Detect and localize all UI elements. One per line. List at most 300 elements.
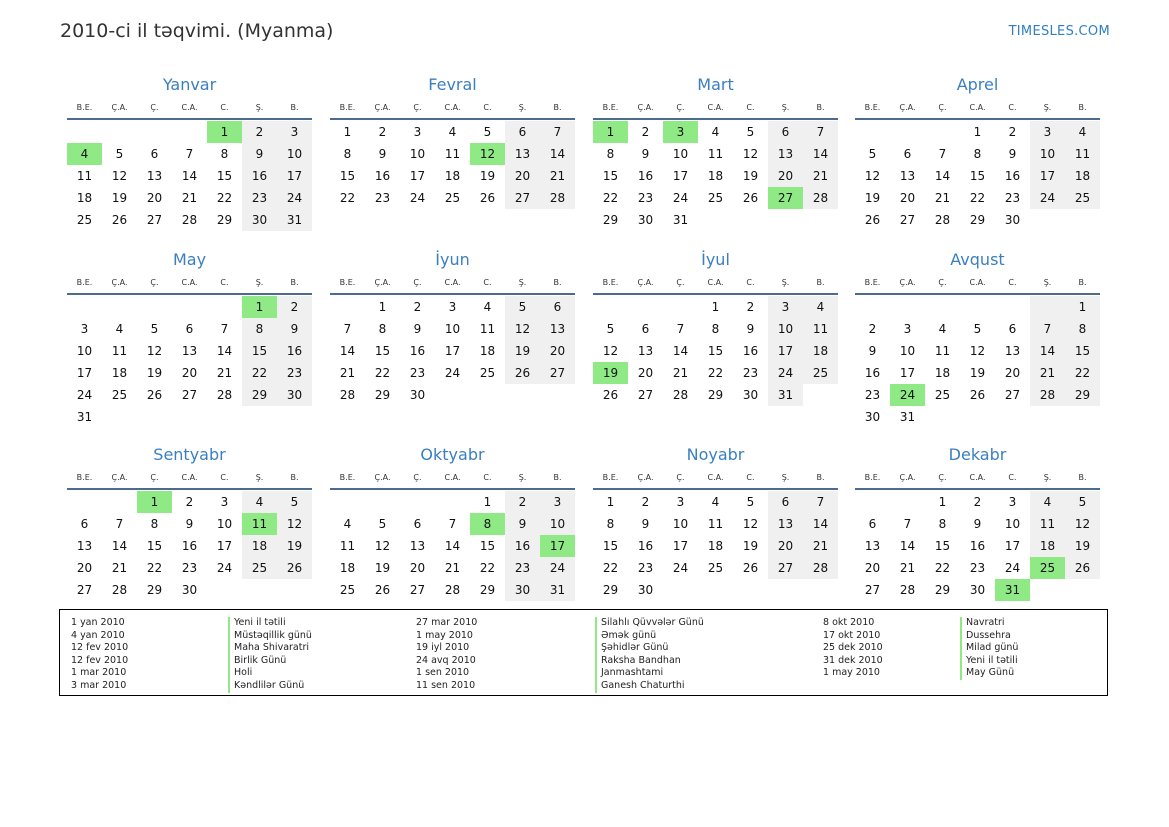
month-name: Oktyabr xyxy=(420,445,485,464)
day-cell: 21 xyxy=(540,165,575,187)
day-cell: 7 xyxy=(1030,318,1065,340)
day-cell: 15 xyxy=(146,539,163,553)
day-cell: 26 xyxy=(969,388,986,402)
day-cell: 21 xyxy=(803,165,838,187)
day-cell: 19 xyxy=(593,362,628,384)
day-cell: 5 xyxy=(973,322,982,336)
header-divider xyxy=(855,293,1100,295)
month-name: Noyabr xyxy=(686,445,745,464)
day-cell: 1 xyxy=(1065,296,1100,318)
holiday-names-col xyxy=(228,617,312,693)
day-cell: 28 xyxy=(111,583,128,597)
day-cell: 18 xyxy=(479,344,496,358)
day-cell: 10 xyxy=(672,517,689,531)
day-grid xyxy=(67,121,312,231)
empty-cell xyxy=(365,491,400,513)
day-cell: 1 xyxy=(938,495,947,509)
day-cell: 15 xyxy=(707,344,724,358)
day-cell: 13 xyxy=(76,539,93,553)
day-cell: 3 xyxy=(413,125,422,139)
weekday-label: B. xyxy=(1078,102,1087,112)
header-divider xyxy=(593,488,838,490)
weekday-label: C.A. xyxy=(707,277,724,287)
day-cell: 16 xyxy=(374,169,391,183)
weekday-label: B.E. xyxy=(76,472,93,482)
holiday-name: Birlik Günü xyxy=(228,655,312,668)
empty-cell xyxy=(330,491,365,513)
day-cell: 12 xyxy=(742,517,759,531)
day-cell: 10 xyxy=(899,344,916,358)
empty-cell xyxy=(1065,579,1100,601)
day-cell: 25 xyxy=(111,388,128,402)
day-cell: 27 xyxy=(637,388,654,402)
day-cell: 16 xyxy=(969,539,986,553)
day-cell: 4 xyxy=(67,143,102,165)
empty-cell xyxy=(890,491,925,513)
day-cell: 16 xyxy=(242,165,277,187)
day-cell: 9 xyxy=(413,322,422,336)
day-cell: 7 xyxy=(115,517,124,531)
day-cell: 10 xyxy=(672,147,689,161)
month-name: Mart xyxy=(697,75,734,94)
day-cell: 3 xyxy=(448,300,457,314)
weekday-label: B. xyxy=(1078,277,1087,287)
weekday-label: C.A. xyxy=(969,277,986,287)
day-cell: 10 xyxy=(1030,143,1065,165)
day-cell: 3 xyxy=(768,296,803,318)
day-cell: 31 xyxy=(768,384,803,406)
weekday-header xyxy=(67,96,312,118)
day-cell: 16 xyxy=(277,340,312,362)
day-cell: 24 xyxy=(768,362,803,384)
day-cell: 2 xyxy=(973,495,982,509)
day-cell: 31 xyxy=(76,410,93,424)
day-cell: 19 xyxy=(969,366,986,380)
month-may xyxy=(67,249,312,428)
empty-cell xyxy=(960,406,995,428)
day-cell: 20 xyxy=(540,340,575,362)
day-cell: 1 xyxy=(606,495,615,509)
day-cell: 3 xyxy=(1008,495,1017,509)
header-divider xyxy=(593,118,838,120)
day-cell: 13 xyxy=(181,344,198,358)
holiday-name: Navratri xyxy=(960,617,1018,630)
day-cell: 24 xyxy=(76,388,93,402)
day-grid xyxy=(67,491,312,601)
day-cell: 2 xyxy=(505,491,540,513)
weekday-label: Ç.A. xyxy=(899,472,916,482)
day-cell: 8 xyxy=(973,147,982,161)
day-cell: 13 xyxy=(146,169,163,183)
holiday-date: 1 yan 2010 xyxy=(71,617,125,628)
weekday-label: B. xyxy=(816,102,825,112)
day-cell: 25 xyxy=(707,191,724,205)
day-cell: 29 xyxy=(146,583,163,597)
day-cell: 25 xyxy=(76,213,93,227)
weekday-label: B.E. xyxy=(602,472,619,482)
day-cell: 7 xyxy=(903,517,912,531)
empty-cell xyxy=(137,121,172,143)
header-divider xyxy=(67,293,312,295)
day-cell: 14 xyxy=(540,143,575,165)
day-cell: 16 xyxy=(409,344,426,358)
weekday-label: Ş. xyxy=(255,277,264,287)
weekday-label: C. xyxy=(220,277,229,287)
day-cell: 7 xyxy=(803,121,838,143)
month-aprel xyxy=(855,74,1100,231)
weekday-label: B.E. xyxy=(339,102,356,112)
day-cell: 10 xyxy=(216,517,233,531)
day-cell: 23 xyxy=(637,191,654,205)
day-cell: 12 xyxy=(505,318,540,340)
weekday-label: C. xyxy=(220,472,229,482)
day-cell: 15 xyxy=(479,539,496,553)
day-cell: 2 xyxy=(378,125,387,139)
day-cell: 6 xyxy=(413,517,422,531)
day-cell: 18 xyxy=(111,366,128,380)
day-cell: 6 xyxy=(1008,322,1017,336)
day-cell: 22 xyxy=(216,191,233,205)
day-cell: 23 xyxy=(1004,191,1021,205)
weekday-label: Ç. xyxy=(938,472,947,482)
weekday-label: Ç.A. xyxy=(111,102,128,112)
day-cell: 8 xyxy=(470,513,505,535)
weekday-label: Ş. xyxy=(781,277,790,287)
day-cell: 16 xyxy=(1004,169,1021,183)
holiday-name: Şəhidlər Günü xyxy=(595,642,704,655)
weekday-label: B.E. xyxy=(76,102,93,112)
day-cell: 6 xyxy=(540,296,575,318)
empty-cell xyxy=(628,296,663,318)
page-title: 2010-ci il təqvimi. (Myanma) xyxy=(60,20,334,42)
weekday-label: C. xyxy=(1008,472,1017,482)
weekday-label: Ç.A. xyxy=(374,277,391,287)
day-cell: 25 xyxy=(707,561,724,575)
month-dekabr xyxy=(855,444,1100,601)
day-cell: 23 xyxy=(181,561,198,575)
weekday-label: C.A. xyxy=(707,472,724,482)
day-cell: 12 xyxy=(1065,513,1100,535)
day-cell: 2 xyxy=(641,495,650,509)
weekday-label: Ç.A. xyxy=(374,102,391,112)
day-cell: 10 xyxy=(540,513,575,535)
site-link[interactable]: TIMESLES.COM xyxy=(1008,24,1110,39)
day-cell: 15 xyxy=(602,169,619,183)
empty-cell xyxy=(435,384,470,406)
day-cell: 24 xyxy=(444,366,461,380)
day-cell: 19 xyxy=(864,191,881,205)
day-cell: 15 xyxy=(216,169,233,183)
weekday-label: C.A. xyxy=(969,472,986,482)
day-cell: 26 xyxy=(602,388,619,402)
day-cell: 27 xyxy=(76,583,93,597)
empty-cell xyxy=(995,406,1030,428)
day-cell: 13 xyxy=(768,143,803,165)
month-i̇yun xyxy=(330,249,575,406)
day-cell: 11 xyxy=(1030,513,1065,535)
day-cell: 20 xyxy=(181,366,198,380)
weekday-label: Ç. xyxy=(676,102,685,112)
day-cell: 19 xyxy=(111,191,128,205)
day-cell: 29 xyxy=(969,213,986,227)
day-cell: 20 xyxy=(768,535,803,557)
day-cell: 27 xyxy=(768,557,803,579)
day-cell: 29 xyxy=(1065,384,1100,406)
day-cell: 23 xyxy=(742,366,759,380)
day-cell: 4 xyxy=(115,322,124,336)
day-cell: 4 xyxy=(242,491,277,513)
day-cell: 30 xyxy=(969,583,986,597)
day-cell: 28 xyxy=(181,213,198,227)
day-cell: 1 xyxy=(483,495,492,509)
day-cell: 26 xyxy=(742,561,759,575)
holiday-name: Kəndlilər Günü xyxy=(228,680,312,693)
day-cell: 19 xyxy=(374,561,391,575)
empty-cell xyxy=(995,296,1030,318)
day-grid xyxy=(593,296,838,406)
empty-cell xyxy=(102,296,137,318)
day-cell: 5 xyxy=(483,125,492,139)
holiday-name: Silahlı Qüvvələr Günü xyxy=(595,617,704,630)
day-cell: 18 xyxy=(444,169,461,183)
weekday-label: Ç. xyxy=(676,277,685,287)
holiday-legend xyxy=(59,609,1108,696)
day-cell: 5 xyxy=(868,147,877,161)
day-cell: 21 xyxy=(111,561,128,575)
day-cell: 3 xyxy=(903,322,912,336)
weekday-label: B.E. xyxy=(864,102,881,112)
day-cell: 7 xyxy=(803,491,838,513)
day-grid xyxy=(67,296,312,428)
holiday-name: Maha Shivaratri xyxy=(228,642,312,655)
day-cell: 8 xyxy=(711,322,720,336)
day-cell: 9 xyxy=(185,517,194,531)
day-cell: 13 xyxy=(409,539,426,553)
day-cell: 20 xyxy=(864,561,881,575)
day-cell: 3 xyxy=(80,322,89,336)
day-cell: 24 xyxy=(277,187,312,209)
weekday-label: B.E. xyxy=(864,472,881,482)
day-cell: 25 xyxy=(479,366,496,380)
weekday-label: Ş. xyxy=(781,472,790,482)
weekday-label: C.A. xyxy=(444,277,461,287)
empty-cell xyxy=(137,406,172,428)
day-cell: 7 xyxy=(540,121,575,143)
empty-cell xyxy=(768,209,803,231)
weekday-header xyxy=(330,466,575,488)
day-cell: 14 xyxy=(444,539,461,553)
weekday-label: Ç.A. xyxy=(111,472,128,482)
empty-cell xyxy=(330,296,365,318)
empty-cell xyxy=(960,296,995,318)
holiday-name: Əmək günü xyxy=(595,630,704,643)
day-cell: 17 xyxy=(672,169,689,183)
header-divider xyxy=(855,118,1100,120)
weekday-label: Ş. xyxy=(781,102,790,112)
weekday-label: C.A. xyxy=(181,472,198,482)
month-oktyabr xyxy=(330,444,575,601)
holiday-date: 4 yan 2010 xyxy=(71,629,125,641)
day-cell: 30 xyxy=(742,388,759,402)
day-cell: 30 xyxy=(864,410,881,424)
day-cell: 28 xyxy=(899,583,916,597)
day-cell: 6 xyxy=(768,121,803,143)
empty-cell xyxy=(102,491,137,513)
holiday-dates-col xyxy=(416,617,477,693)
holiday-name: Holi xyxy=(228,667,312,680)
day-cell: 23 xyxy=(409,366,426,380)
holiday-date: 12 fev 2010 xyxy=(71,654,129,666)
day-cell: 29 xyxy=(934,583,951,597)
day-cell: 9 xyxy=(746,322,755,336)
day-cell: 14 xyxy=(1030,340,1065,362)
empty-cell xyxy=(1030,579,1065,601)
month-name: Yanvar xyxy=(162,75,217,94)
holiday-name: Dussehra xyxy=(960,630,1018,643)
holiday-name: Milad günü xyxy=(960,642,1018,655)
weekday-label: C.A. xyxy=(707,102,724,112)
weekday-label: C. xyxy=(483,102,492,112)
empty-cell xyxy=(277,406,312,428)
day-cell: 22 xyxy=(934,561,951,575)
day-cell: 26 xyxy=(864,213,881,227)
day-cell: 21 xyxy=(1030,362,1065,384)
weekday-header xyxy=(330,96,575,118)
empty-cell xyxy=(733,209,768,231)
weekday-label: B. xyxy=(290,472,299,482)
weekday-label: C. xyxy=(1008,102,1017,112)
day-cell: 4 xyxy=(343,517,352,531)
day-cell: 26 xyxy=(1065,557,1100,579)
day-cell: 28 xyxy=(216,388,233,402)
day-cell: 21 xyxy=(803,535,838,557)
day-cell: 12 xyxy=(111,169,128,183)
day-cell: 11 xyxy=(444,147,461,161)
day-cell: 16 xyxy=(637,169,654,183)
weekday-label: B. xyxy=(290,277,299,287)
weekday-label: Ç. xyxy=(413,472,422,482)
day-cell: 25 xyxy=(242,557,277,579)
day-cell: 5 xyxy=(746,495,755,509)
weekday-label: B.E. xyxy=(76,277,93,287)
day-cell: 27 xyxy=(768,187,803,209)
day-cell: 25 xyxy=(1065,187,1100,209)
day-cell: 23 xyxy=(505,557,540,579)
empty-cell xyxy=(67,491,102,513)
holiday-date: 1 sen 2010 xyxy=(416,667,470,679)
weekday-header xyxy=(855,96,1100,118)
day-cell: 5 xyxy=(505,296,540,318)
day-cell: 12 xyxy=(742,147,759,161)
day-cell: 26 xyxy=(146,388,163,402)
day-grid xyxy=(330,121,575,209)
day-cell: 11 xyxy=(111,344,128,358)
holiday-date: 31 dek 2010 xyxy=(823,654,883,666)
day-cell: 24 xyxy=(672,561,689,575)
holiday-date: 1 may 2010 xyxy=(416,629,473,641)
day-cell: 1 xyxy=(242,296,277,318)
day-cell: 24 xyxy=(1030,187,1065,209)
empty-cell xyxy=(172,121,207,143)
day-cell: 18 xyxy=(1030,535,1065,557)
empty-cell xyxy=(890,121,925,143)
holiday-dates-col xyxy=(823,617,883,680)
day-cell: 14 xyxy=(181,169,198,183)
day-cell: 20 xyxy=(409,561,426,575)
day-cell: 25 xyxy=(444,191,461,205)
day-cell: 11 xyxy=(242,513,277,535)
day-cell: 26 xyxy=(111,213,128,227)
day-cell: 12 xyxy=(146,344,163,358)
weekday-label: Ç.A. xyxy=(637,472,654,482)
day-cell: 9 xyxy=(277,318,312,340)
empty-cell xyxy=(733,579,768,601)
month-mart xyxy=(593,74,838,231)
weekday-label: C. xyxy=(483,472,492,482)
day-cell: 30 xyxy=(637,583,654,597)
weekday-label: Ş. xyxy=(518,102,527,112)
day-cell: 13 xyxy=(505,143,540,165)
day-cell: 13 xyxy=(768,513,803,535)
empty-cell xyxy=(435,491,470,513)
weekday-label: B. xyxy=(816,472,825,482)
day-cell: 17 xyxy=(216,539,233,553)
day-cell: 14 xyxy=(803,513,838,535)
day-cell: 18 xyxy=(934,366,951,380)
day-cell: 12 xyxy=(864,169,881,183)
day-cell: 28 xyxy=(803,187,838,209)
weekday-header xyxy=(67,271,312,293)
day-cell: 8 xyxy=(220,147,229,161)
weekday-label: Ç. xyxy=(676,472,685,482)
empty-cell xyxy=(400,491,435,513)
holiday-date: 25 dek 2010 xyxy=(823,642,883,654)
day-cell: 1 xyxy=(711,300,720,314)
holiday-names-col xyxy=(960,617,1018,680)
day-cell: 1 xyxy=(207,121,242,143)
weekday-label: Ş. xyxy=(1043,277,1052,287)
day-cell: 3 xyxy=(676,495,685,509)
day-cell: 22 xyxy=(146,561,163,575)
day-cell: 17 xyxy=(899,366,916,380)
empty-cell xyxy=(470,384,505,406)
day-cell: 5 xyxy=(1065,491,1100,513)
day-cell: 28 xyxy=(444,583,461,597)
day-cell: 3 xyxy=(277,121,312,143)
holiday-date: 1 mar 2010 xyxy=(71,667,127,679)
day-cell: 16 xyxy=(181,539,198,553)
day-cell: 9 xyxy=(378,147,387,161)
day-cell: 27 xyxy=(540,362,575,384)
day-cell: 11 xyxy=(803,318,838,340)
day-cell: 1 xyxy=(378,300,387,314)
empty-cell xyxy=(207,296,242,318)
day-cell: 28 xyxy=(540,187,575,209)
weekday-label: Ç.A. xyxy=(899,277,916,287)
day-cell: 4 xyxy=(1065,121,1100,143)
weekday-label: Ş. xyxy=(1043,472,1052,482)
day-cell: 15 xyxy=(242,340,277,362)
day-cell: 23 xyxy=(864,388,881,402)
holiday-name: Janmashtami xyxy=(595,667,704,680)
holiday-name: Yeni il tətili xyxy=(960,655,1018,668)
day-cell: 20 xyxy=(1004,366,1021,380)
day-cell: 13 xyxy=(540,318,575,340)
day-cell: 5 xyxy=(277,491,312,513)
empty-cell xyxy=(172,296,207,318)
day-cell: 17 xyxy=(277,165,312,187)
day-cell: 2 xyxy=(641,125,650,139)
